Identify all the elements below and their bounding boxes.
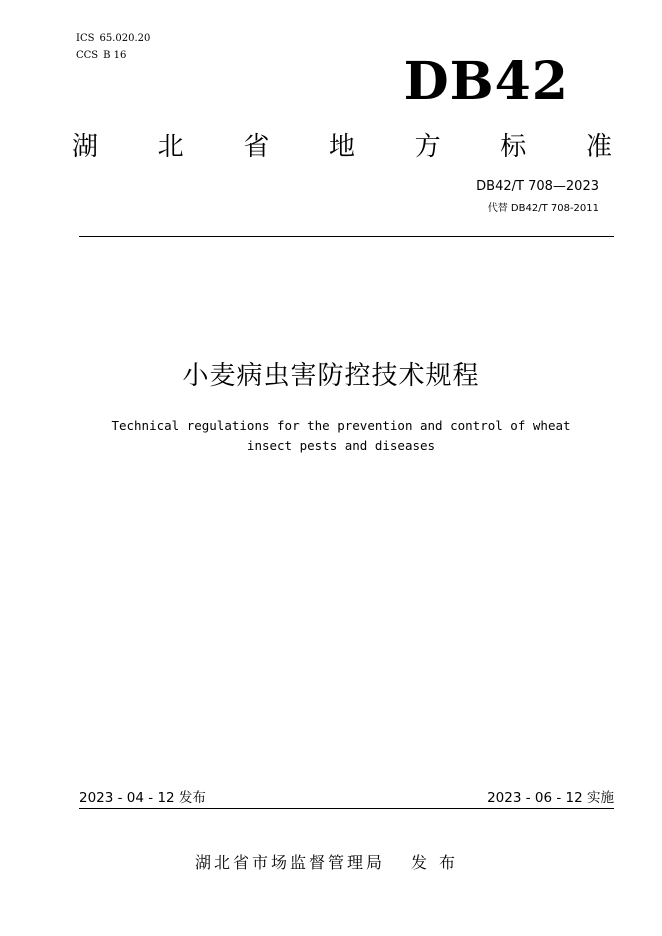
document-title-en <box>60 416 622 456</box>
standard-type-char: 省 <box>243 131 270 162</box>
ccs-label: CCS <box>76 50 99 61</box>
issue-date: 2023 - 04 - 12 发布 <box>79 790 206 806</box>
standard-type-heading <box>72 124 612 164</box>
top-divider <box>79 236 614 237</box>
bottom-divider <box>79 808 614 809</box>
ics-code: 65.020.20 <box>99 33 151 44</box>
standard-type-char: 标 <box>500 131 527 162</box>
implementation-date: 2023 - 06 - 12 实施 <box>487 790 614 806</box>
db-code-heading: DB42 <box>403 51 569 112</box>
standard-type-char: 湖 <box>72 131 99 162</box>
standard-type-char: 北 <box>157 131 184 162</box>
title-en-line-2: insect pests and diseases <box>246 438 436 453</box>
title-en-line-1: Technical regulations for the prevention and control of wheat <box>111 418 571 433</box>
document-title-zh: 小麦病虫害防控技术规程 <box>182 361 480 391</box>
standard-type-char: 地 <box>328 131 355 162</box>
standard-number: DB42/T 708—2023 <box>476 179 599 194</box>
replaces-note: 代替 DB42/T 708-2011 <box>487 203 599 214</box>
standard-type-char: 准 <box>585 131 612 162</box>
publish-action: 发布 <box>411 853 468 872</box>
standard-type-char: 方 <box>414 131 441 162</box>
ics-label: ICS <box>76 33 95 44</box>
publisher-name: 湖北省市场监督管理局 <box>194 853 385 872</box>
ccs-classification <box>76 49 126 63</box>
ccs-code: B 16 <box>103 50 127 61</box>
ics-classification <box>76 32 150 46</box>
publisher-line <box>0 852 662 874</box>
